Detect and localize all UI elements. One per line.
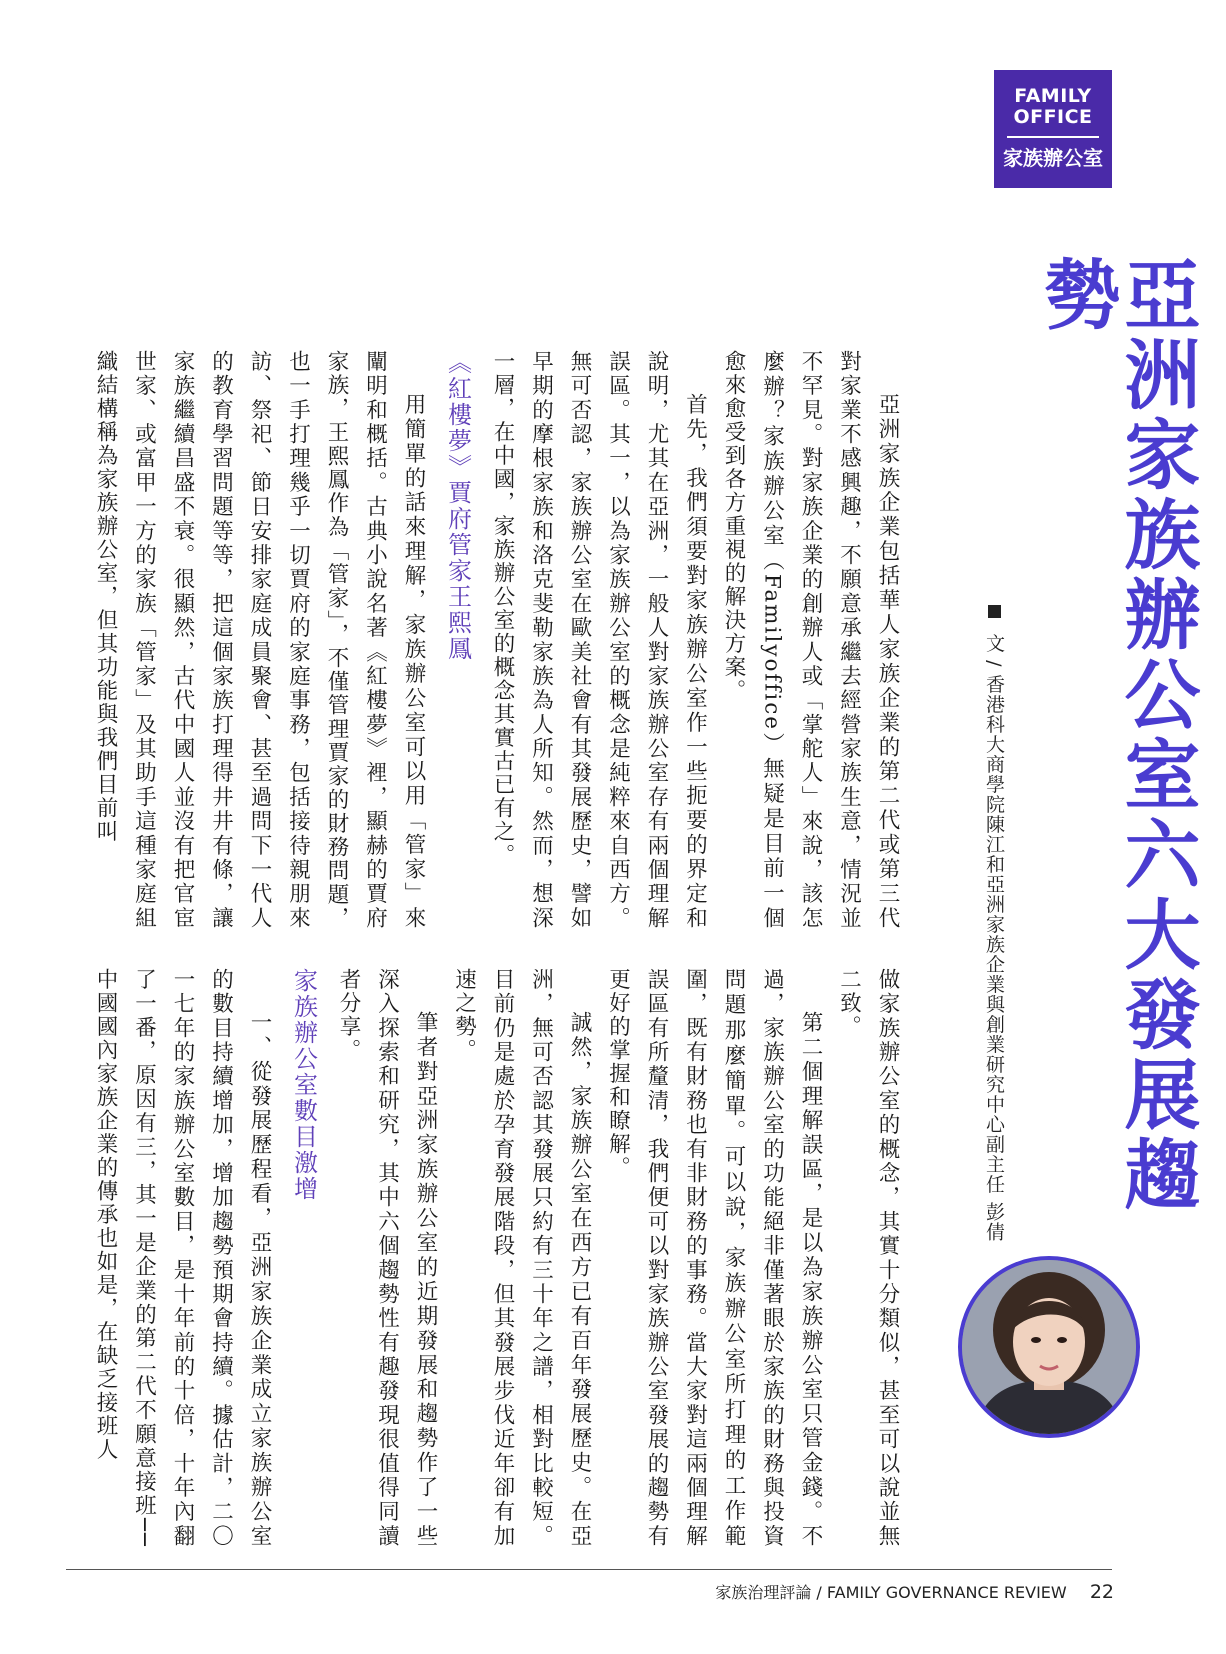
- section-badge: [994, 70, 1112, 188]
- publication-name: 家族治理評論 / FAMILY GOVERNANCE REVIEW: [715, 1583, 1067, 1602]
- byline: [982, 605, 1006, 1245]
- section-badge-rule: [1007, 136, 1099, 138]
- article-column-upper: [66, 350, 906, 930]
- byline-text: 文 / 香港科大商學院陳江和亞洲家族企業與創業研究中心副主任 彭倩: [983, 633, 1005, 1242]
- paragraph: 亞洲家族企業包括華人家族企業的第二代或第三代對家業不感興趣，不願意承繼去經營家族生意，情況並不罕見。對家族企業的創辦人或「掌舵人」來說，該怎麼辦？家族辦公室（Familyoffice）無疑是目前一個愈來愈受到各方重視的解決方案。: [721, 350, 900, 930]
- article-column-lower: [66, 968, 906, 1548]
- paragraph: 筆者對亞洲家族辦公室的近期發展和趨勢作了一些深入探索和研究，其中六個趨勢性有趣發現很值得同讀者分享。: [336, 968, 438, 1548]
- section-badge-en: FAMILY OFFICE: [1013, 85, 1093, 128]
- paragraph: 首先，我們須要對家族辦公室作一些扼要的界定和說明，尤其在亞洲，一般人對家族辦公室存有兩個理解誤區。其一，以為家族辦公室的概念是純粹來自西方。無可否認，家族辦公室在歐美社會有其發展歷史，譬如早期的摩根家族和洛克斐勒家族為人所知。然而，想深一層，在中國，家族辦公室的概念其實古已有之。: [490, 350, 708, 930]
- section-heading: 家族辦公室數目激增: [289, 968, 318, 1202]
- author-portrait: [958, 1256, 1140, 1438]
- square-bullet-icon: [988, 605, 1001, 618]
- footer-divider: [66, 1569, 1112, 1570]
- paragraph: 誠然，家族辦公室在西方已有百年發展歷史。在亞洲，無可否認其發展只約有三十年之譜，相對比較短。目前仍是處於孕育發展階段，但其發展步伐近年卻有加速之勢。: [451, 968, 592, 1548]
- page-footer: [715, 1580, 1114, 1603]
- paragraph: 用簡單的話來理解，家族辦公室可以用「管家」來闡明和概括。古典小說名著《紅樓夢》裡，顯赫的賈府家族，王熙鳳作為「管家」，不僅管理賈家的財務問題，也一手打理幾乎一切賈府的家庭事務，包括接待親朋來訪、祭祀、節日安排家庭成員聚會、甚至過問下一代人的教育學習問題等等，把這個家族打理得井井有條，讓家族繼續昌盛不衰。很顯然，古代中國人並沒有把官宦世家、或富甲一方的家族「管家」及其助手這種家庭組織結構稱為家族辦公室，但其功能與我們目前叫: [93, 350, 426, 930]
- section-heading: 《紅樓夢》賈府管家王熙鳳: [443, 350, 472, 662]
- section-badge-zh: 家族辦公室: [1003, 146, 1103, 170]
- paragraph: 一、從發展歷程看，亞洲家族企業成立家族辦公室的數目持續增加，增加趨勢預期會持續。據估計，二〇一七年的家族辦公室數目，是十年前的十倍，十年內翻了一番，原因有三，其一是企業的第二代不願意接班──中國國內家族企業的傳承也如是，在缺乏接班人: [93, 968, 272, 1548]
- page-number: 22: [1089, 1581, 1114, 1603]
- paragraph: 做家族辦公室的概念，其實十分類似，甚至可以說並無二致。: [836, 968, 900, 1548]
- article-title: 亞洲家族辦公室六大發展趨勢: [1032, 255, 1201, 1215]
- author-portrait-image: [962, 1260, 1136, 1434]
- paragraph: 第二個理解誤區，是以為家族辦公室只管金錢。不過，家族辦公室的功能絕非僅著眼於家族的財務與投資問題那麼簡單。可以說，家族辦公室所打理的工作範圍，既有財務也有非財務的事務。當大家對這兩個理解誤區有所釐清，我們便可以對家族辦公室發展的趨勢有更好的掌握和瞭解。: [605, 968, 823, 1548]
